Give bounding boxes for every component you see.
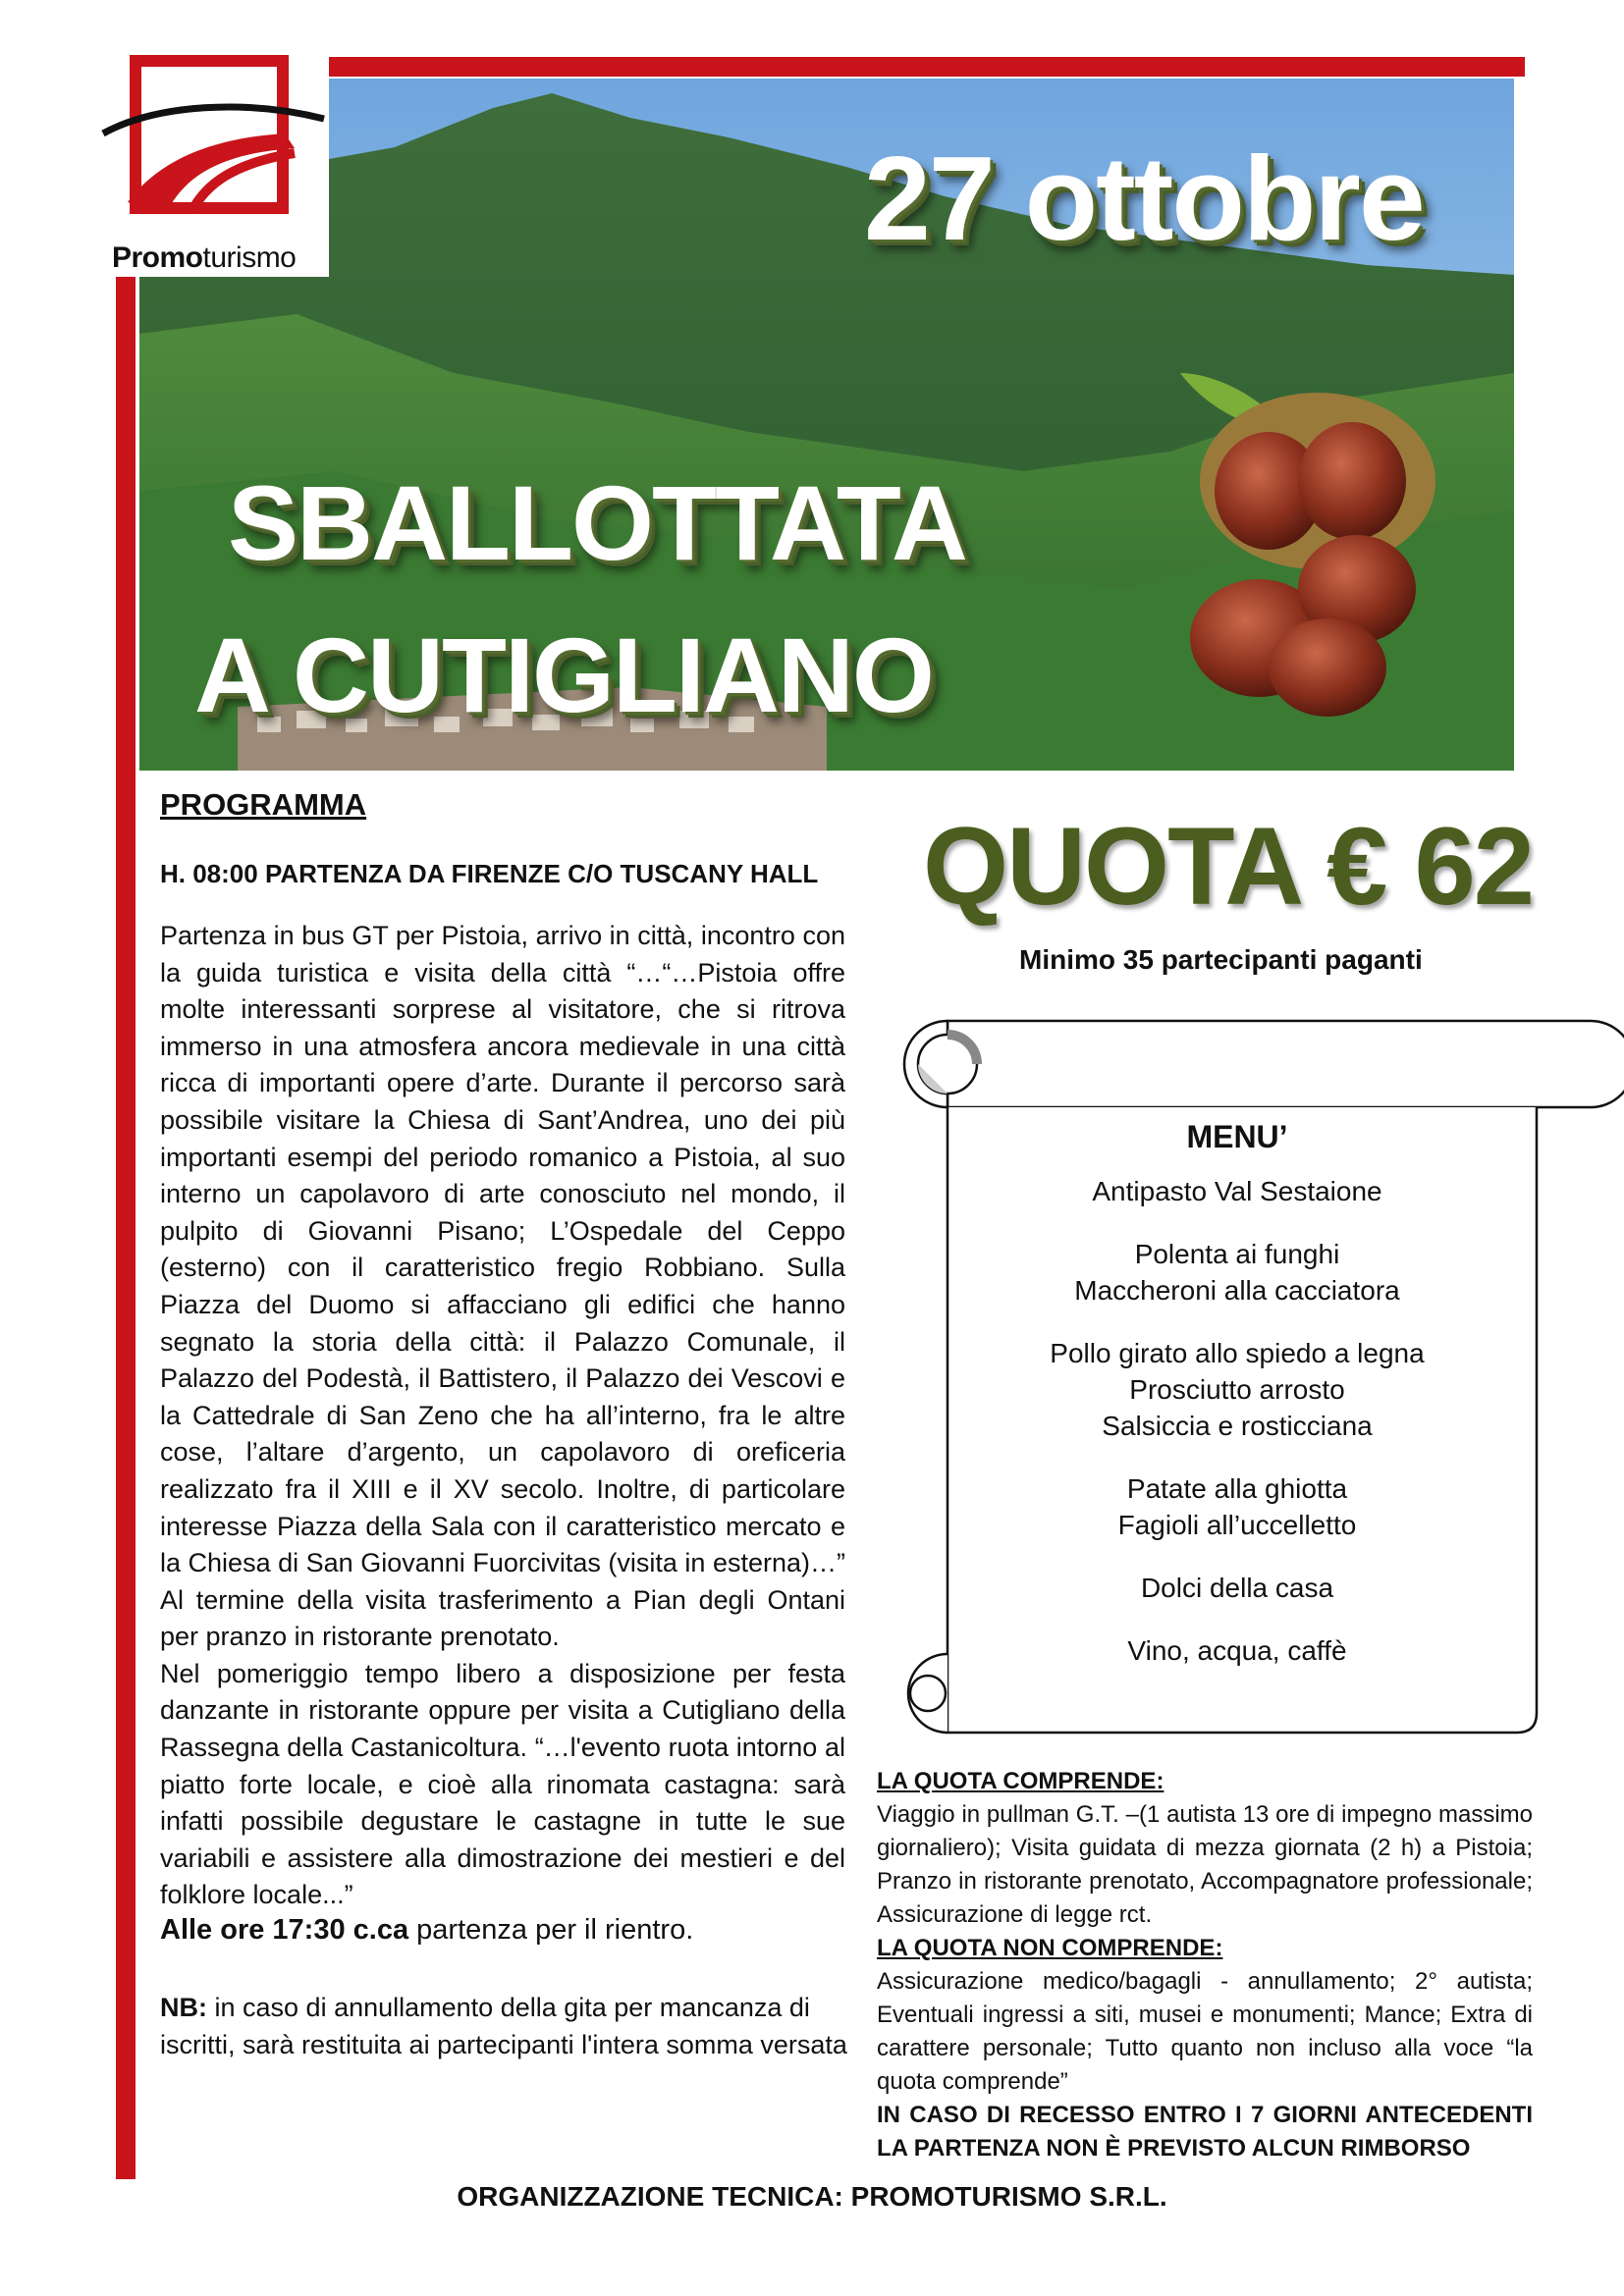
menu-item: Vino, acqua, caffè [1127,1635,1347,1666]
event-date: 27 ottobre [864,132,1424,265]
program-description [160,918,845,1914]
return-line: Alle ore 17:30 c.ca partenza per il rientro. [160,1914,694,1946]
menu-item: Dolci della casa [1140,1573,1334,1603]
menu-group-secondi [972,1335,1502,1444]
event-title-line1: SBALLOTTATA [228,463,966,582]
price-quota: QUOTA € 62 [923,805,1534,928]
nb-note: NB: in caso di annullamento della gita per mancanza di iscritti, sarà restituita ai partecipanti l'intera somma versata [160,1993,847,2059]
includes-text: Viaggio in pullman G.T. –(1 autista 13 ore di impegno massimo giornaliero); Visita guidata di mezza giornata (2 h) a Pistoia; Pranzo in ristorante prenotato, Accompagnatore professionale; Assicurazione di legge rct. [877,1801,1533,1928]
hero-image [139,79,1514,771]
menu-item: Polenta ai funghi [1134,1239,1340,1269]
menu-group-bevande [972,1632,1502,1669]
promoturismo-logo [98,55,329,277]
event-title-line2: A CUTIGLIANO [194,615,933,734]
menu-item: Patate alla ghiotta [1126,1473,1348,1504]
logo-mark-icon [98,55,329,241]
menu-group-antipasto [972,1173,1502,1209]
menu-item: Prosciutto arrosto [1129,1374,1345,1405]
excludes-text: Assicurazione medico/bagagli - annullamento; 2° autista; Eventuali ingressi a siti, musei e monumenti; Mance; Extra di carattere personale; Tutto quanto non incluso alla voce “la quota comprende” [877,1968,1533,2095]
menu-group-contorni [972,1470,1502,1543]
menu-item: Fagioli all’uccelletto [1117,1510,1357,1540]
menu-item: Antipasto Val Sestaione [1092,1176,1382,1206]
footer-organizer: ORGANIZZAZIONE TECNICA: PROMOTURISMO S.R.L. [457,2181,1167,2212]
menu-group-primi [972,1236,1502,1308]
program-heading: PROGRAMMA [160,787,367,822]
includes-heading: LA QUOTA COMPRENDE: [877,1768,1164,1794]
frame-top-bar [327,57,1525,77]
departure-line: H. 08:00 PARTENZA DA FIRENZE C/O TUSCANY HALL [160,859,819,888]
menu-title: MENU’ [1186,1119,1288,1154]
price-conditions [877,1765,1533,2165]
menu-group-dolci [972,1570,1502,1606]
menu-list [972,1119,1502,1695]
menu-item: Pollo girato allo spiedo a legna [1050,1338,1425,1368]
program-paragraph-morning: Partenza in bus GT per Pistoia, arrivo in città, incontro con la guida turistica e visita della città “…“…Pistoia offre molte interessanti sorprese al visitatore, che si ritrova immerso in una atmosfera ancora medievale in una città ricca di importanti opere d’arte. Durante il percorso sarà possibile visitare la Chiesa di Sant’Andrea, uno dei più importanti esempi del periodo romanico a Pistoia, al suo interno un capolavoro di arte conosciuto nel mondo, il pulpito di Giovanni Pisano; L’Ospedale del Ceppo (esterno) con il caratteristico fregio Robbiano. Sulla Piazza del Duomo si affacciano gli edifici che hanno segnato la storia della città: il Palazzo Comunale, il Palazzo del Podestà, il Battistero, il Palazzo dei Vescovi e la Cattedrale di San Zeno che ha all’interno, fra le altre cose, l’altare d’argento, un capolavoro di oreficeria realizzato fra il XIII e il XV secolo. Inoltre, di particolare interesse Piazza della Sala con il caratteristico mercato e la Chiesa di San Giovanni Fuorcivitas (visita in esterna)…” Al termine della visita trasferimento a Pian degli Ontani per pranzo in ristorante prenotato. [160,921,845,1652]
program-paragraph-afternoon: Nel pomeriggio tempo libero a disposizione per festa danzante in ristorante oppure per visita a Cutigliano della Rassegna della Castanicoltura. “…l'evento ruota intorno al piatto forte locale, e cioè alla rinomata castagna: sarà infatti possibile degustare le castagne in tutte le sue variabili e assistere alla dimostrazione dei mestieri e del folklore locale...” [160,1658,845,1910]
menu-item: Maccheroni alla cacciatora [1074,1275,1400,1306]
excludes-heading: LA QUOTA NON COMPRENDE: [877,1935,1223,1961]
frame-left-bar [116,236,135,2179]
minimum-participants: Minimo 35 partecipanti paganti [1019,944,1423,975]
withdrawal-note: IN CASO DI RECESSO ENTRO I 7 GIORNI ANTECEDENTI LA PARTENZA NON È PREVISTO ALCUN RIMBORSO [877,2102,1533,2162]
logo-wordmark: Promoturismo [112,241,297,274]
menu-item: Salsiccia e rosticciana [1102,1411,1373,1441]
